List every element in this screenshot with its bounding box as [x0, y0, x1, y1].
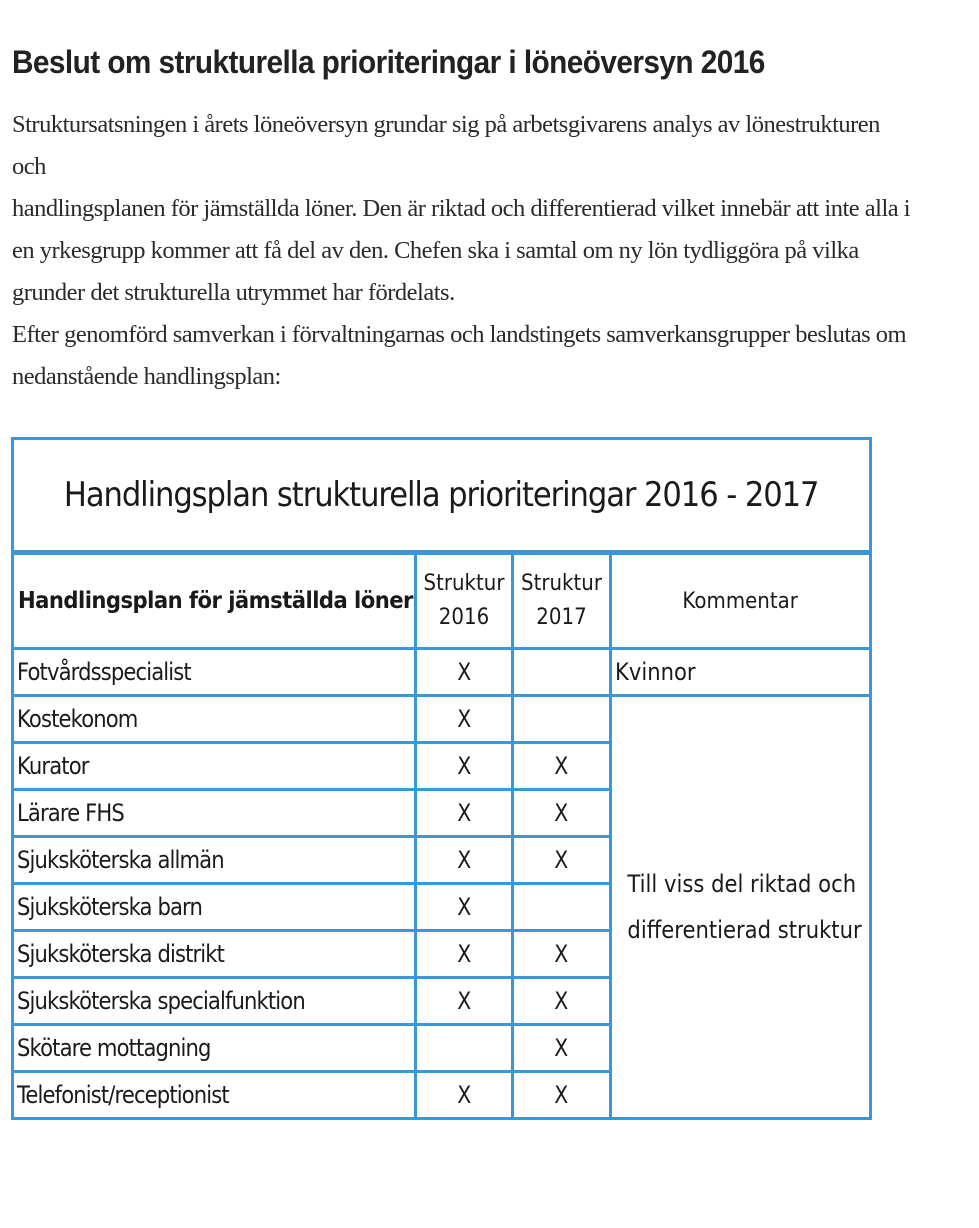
mark-text: X — [456, 940, 471, 968]
intro-line: Struktursatsningen i årets löneöversyn grundar sig på arbetsgivarens analys av lönestrukturen och — [12, 111, 880, 180]
occupation-cell — [13, 649, 416, 696]
occupation-cell — [13, 931, 416, 978]
mark-text: X — [554, 987, 569, 1015]
struktur-2016-cell — [416, 790, 513, 837]
header-kommentar-text: Kommentar — [682, 588, 799, 614]
struktur-2016-cell — [416, 837, 513, 884]
occupation-text: Sjuksköterska specialfunktion — [17, 987, 305, 1015]
struktur-2017-cell — [513, 1025, 611, 1072]
merged-comment-cell — [611, 696, 871, 1119]
header-struktur-2017-line2: 2017 — [536, 605, 587, 630]
header-struktur-2016 — [416, 553, 513, 649]
struktur-2017-cell — [513, 837, 611, 884]
struktur-2016-cell — [416, 1025, 513, 1072]
struktur-2017-cell — [513, 931, 611, 978]
intro-paragraph — [12, 104, 917, 314]
struktur-2016-cell — [416, 649, 513, 696]
struktur-2016-cell — [416, 884, 513, 931]
mark-text: X — [456, 987, 471, 1015]
table-row — [13, 649, 871, 696]
decision-line: Efter genomförd samverkan i förvaltningarnas och landstingets samverkansgrupper beslutas om — [12, 321, 907, 348]
occupation-text: Skötare mottagning — [17, 1034, 211, 1062]
occupation-text: Kostekonom — [17, 705, 138, 733]
mark-text: X — [554, 940, 569, 968]
occupation-text: Lärare FHS — [17, 799, 124, 827]
struktur-2017-cell — [513, 978, 611, 1025]
intro-line: handlingsplanen för jämställda löner. Den är riktad och differentierad vilket innebär att inte alla i — [12, 195, 911, 222]
header-kommentar — [611, 553, 871, 649]
decision-line: nedanstående handlingsplan: — [12, 363, 281, 390]
occupation-cell — [13, 837, 416, 884]
mark-text: X — [554, 846, 569, 874]
mark-text: X — [456, 846, 471, 874]
struktur-2016-cell — [416, 1072, 513, 1119]
mark-text: X — [554, 799, 569, 827]
page-heading: Beslut om strukturella prioriteringar i löneöversyn 2016 — [12, 44, 765, 80]
table-title-text: Handlingsplan strukturella prioriteringar 2016 - 2017 — [64, 475, 819, 515]
header-occupation — [13, 553, 416, 649]
occupation-text: Telefonist/receptionist — [17, 1081, 229, 1109]
intro-line: en yrkesgrupp kommer att få del av den. Chefen ska i samtal om ny lön tydliggöra på vilka — [12, 237, 859, 264]
table-row — [13, 696, 871, 743]
occupation-cell — [13, 743, 416, 790]
decision-paragraph — [12, 314, 917, 398]
occupation-cell — [13, 1025, 416, 1072]
struktur-2016-cell — [416, 743, 513, 790]
header-struktur-2017-line1: Struktur — [521, 571, 602, 596]
occupation-text: Fotvårdsspecialist — [17, 658, 191, 686]
occupation-cell — [13, 978, 416, 1025]
table-header-row — [13, 553, 871, 649]
mark-text: X — [456, 799, 471, 827]
struktur-2016-cell — [416, 978, 513, 1025]
mark-text: X — [456, 752, 471, 780]
merged-comment-line2: differentierad struktur — [627, 916, 862, 944]
struktur-2017-cell — [513, 1072, 611, 1119]
handlingsplan-table — [11, 437, 872, 1120]
occupation-cell — [13, 790, 416, 837]
header-struktur-2016-line2: 2016 — [438, 605, 490, 630]
occupation-text: Sjuksköterska barn — [17, 893, 202, 921]
struktur-2017-cell — [513, 743, 611, 790]
header-struktur-2017 — [513, 553, 611, 649]
struktur-2016-cell — [416, 696, 513, 743]
mark-text: X — [456, 893, 471, 921]
mark-text: X — [456, 705, 471, 733]
mark-text: X — [554, 752, 569, 780]
occupation-cell — [13, 884, 416, 931]
mark-text: X — [554, 1081, 569, 1109]
struktur-2016-cell — [416, 931, 513, 978]
comment-text: Kvinnor — [615, 658, 696, 686]
occupation-cell — [13, 696, 416, 743]
occupation-text: Kurator — [17, 752, 89, 780]
struktur-2017-cell — [513, 649, 611, 696]
occupation-text: Sjuksköterska allmän — [17, 846, 224, 874]
occupation-text: Sjuksköterska distrikt — [17, 940, 225, 968]
struktur-2017-cell — [513, 884, 611, 931]
mark-text: X — [456, 658, 471, 686]
header-occupation-text: Handlingsplan för jämställda löner — [18, 588, 413, 614]
mark-text: X — [554, 1034, 569, 1062]
comment-cell — [611, 649, 871, 696]
table-title — [13, 439, 871, 553]
intro-line: grunder det strukturella utrymmet har fördelats. — [12, 279, 455, 306]
merged-comment-line1: Till viss del riktad och — [627, 870, 857, 898]
header-struktur-2016-line1: Struktur — [423, 571, 505, 596]
occupation-cell — [13, 1072, 416, 1119]
mark-text: X — [456, 1081, 471, 1109]
struktur-2017-cell — [513, 790, 611, 837]
struktur-2017-cell — [513, 696, 611, 743]
